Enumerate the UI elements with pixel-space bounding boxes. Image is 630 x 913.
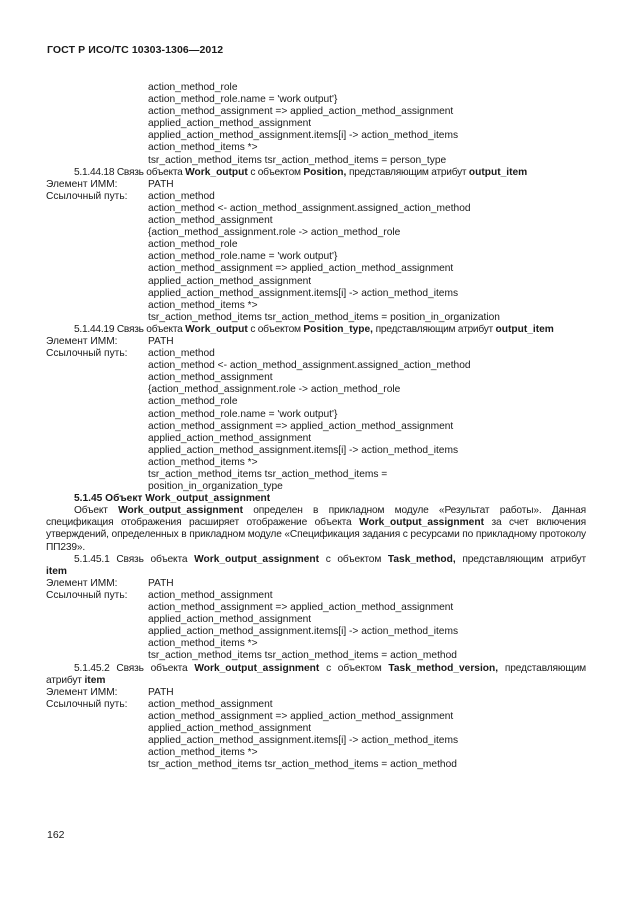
path-line: action_method_role.name = 'work output'} xyxy=(148,408,338,420)
path-line: applied_action_method_assignment.items[i] -> action_method_items xyxy=(148,626,459,638)
page-header: ГОСТ Р ИСО/ТС 10303-1306—2012 xyxy=(47,44,224,56)
section-5-1-45-2 xyxy=(46,663,586,772)
path-line: action_method_assignment xyxy=(148,698,273,710)
path-line: {action_method_assignment.role -> action_method_role xyxy=(148,227,401,239)
path-line: applied_action_method_assignment xyxy=(148,722,312,734)
path-line: tsr_action_method_items tsr_action_method_items = position_in_organization xyxy=(148,311,500,323)
path-line: action_method_assignment => applied_action_method_assignment xyxy=(148,602,454,614)
ref-path-row xyxy=(46,590,586,602)
path-line: applied_action_method_assignment.items[i] -> action_method_items xyxy=(148,444,459,456)
path-line: action_method_items *> xyxy=(148,456,258,468)
path-line: {action_method_assignment.role -> action_method_role xyxy=(148,384,401,396)
path-line: action_method_assignment => applied_action_method_assignment xyxy=(148,106,454,118)
path-line: applied_action_method_assignment xyxy=(148,432,312,444)
imm-row xyxy=(46,336,586,348)
path-line: tsr_action_method_items tsr_action_method_items = action_method xyxy=(148,650,457,662)
imm-value: PATH xyxy=(148,577,174,589)
ref-path-label: Ссылочный путь: xyxy=(46,698,128,710)
imm-label: Элемент ИММ: xyxy=(46,686,118,698)
path-line: action_method_role xyxy=(148,239,238,251)
path-line: action_method_assignment xyxy=(148,215,273,227)
clause-heading: 5.1.45.2 Связь объекта Work_output_assignment с объектом Task_method_version, представляющим атрибут item xyxy=(46,662,586,686)
page-content xyxy=(46,82,586,771)
imm-label: Элемент ИММ: xyxy=(46,577,118,589)
imm-label: Элемент ИММ: xyxy=(46,335,118,347)
path-line: action_method <- action_method_assignment.assigned_action_method xyxy=(148,360,471,372)
path-line: action_method_items *> xyxy=(148,638,258,650)
path-line: applied_action_method_assignment xyxy=(148,118,312,130)
path-line: action_method_items *> xyxy=(148,299,258,311)
ref-path-label: Ссылочный путь: xyxy=(46,190,128,202)
section-paragraph: Объект Work_output_assignment определен в прикладном модуле «Результат работы». Данная спецификация отображения расширяет отображение объекта Work_output_assignment за счет включения утверждений, определенных в прикладном модуле «Спецификация задания с ресурсами по прикладному протоколу ПП239». xyxy=(46,505,587,553)
path-line: applied_action_method_assignment.items[i] -> action_method_items xyxy=(148,287,459,299)
imm-label: Элемент ИММ: xyxy=(46,178,118,190)
ref-path-row xyxy=(46,348,586,360)
path-line: action_method_role.name = 'work output'} xyxy=(148,94,338,106)
section-5-1-44-19 xyxy=(46,324,586,493)
imm-value: PATH xyxy=(148,178,174,190)
path-line: applied_action_method_assignment xyxy=(148,275,312,287)
imm-row xyxy=(46,578,586,590)
path-line: action_method_role xyxy=(148,396,238,408)
section-5-1-45 xyxy=(46,493,586,553)
ref-path-row xyxy=(46,191,586,203)
path-line: applied_action_method_assignment.items[i] -> action_method_items xyxy=(148,130,459,142)
continuation-path xyxy=(46,82,586,167)
path-line: action_method_items *> xyxy=(148,142,258,154)
path-line: action_method <- action_method_assignment.assigned_action_method xyxy=(148,202,471,214)
path-line: applied_action_method_assignment.items[i] -> action_method_items xyxy=(148,735,459,747)
section-5-1-45-1 xyxy=(46,554,586,663)
path-line: action_method_assignment xyxy=(148,372,273,384)
path-line: action_method_items *> xyxy=(148,747,258,759)
path-line: tsr_action_method_items tsr_action_method_items = person_type xyxy=(148,154,447,166)
page-number: 162 xyxy=(47,829,65,841)
clause-heading: 5.1.44.18 Связь объекта Work_output с объектом Position, представляющим атрибут output_item xyxy=(74,166,528,178)
path-line: applied_action_method_assignment xyxy=(148,614,312,626)
imm-value: PATH xyxy=(148,686,174,698)
section-5-1-44-18 xyxy=(46,167,586,324)
path-line: action_method xyxy=(148,190,215,202)
path-line: position_in_organization_type xyxy=(148,481,283,493)
ref-path-row xyxy=(46,699,586,711)
path-line: action_method_role.name = 'work output'} xyxy=(148,251,338,263)
path-line: action_method_assignment => applied_action_method_assignment xyxy=(148,420,454,432)
clause-heading: 5.1.44.19 Связь объекта Work_output с объектом Position_type, представляющим атрибут output_item xyxy=(74,323,554,335)
section-title: 5.1.45 Объект Work_output_assignment xyxy=(74,493,271,505)
imm-value: PATH xyxy=(148,335,174,347)
path-line: action_method_role xyxy=(148,82,238,93)
path-line: action_method_assignment => applied_action_method_assignment xyxy=(148,710,454,722)
path-line: action_method_assignment => applied_action_method_assignment xyxy=(148,263,454,275)
path-line: action_method_assignment xyxy=(148,589,273,601)
imm-row xyxy=(46,179,586,191)
path-line: tsr_action_method_items tsr_action_method_items = action_method xyxy=(148,759,457,771)
path-line: action_method xyxy=(148,348,215,360)
path-line: tsr_action_method_items tsr_action_method_items = xyxy=(148,469,388,480)
clause-heading: 5.1.45.1 Связь объекта Work_output_assignment с объектом Task_method, представляющим атрибут item xyxy=(46,553,587,577)
imm-row xyxy=(46,687,586,699)
ref-path-label: Ссылочный путь: xyxy=(46,589,128,601)
ref-path-label: Ссылочный путь: xyxy=(46,348,128,360)
